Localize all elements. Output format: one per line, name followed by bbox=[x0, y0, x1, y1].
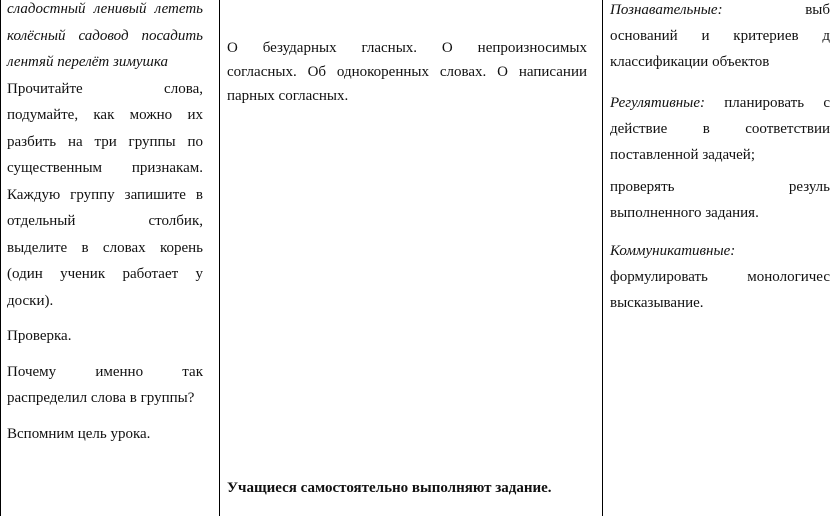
student-task-note: Учащиеся самостоятельно выполняют задание. bbox=[227, 480, 552, 496]
instruction-line: доски). bbox=[7, 292, 54, 309]
topic-line: О безударных гласных. О непроизносимых bbox=[227, 40, 587, 56]
word-list bbox=[7, 0, 203, 76]
instruction-line: выделите в словах корень bbox=[7, 239, 203, 256]
cognitive-line bbox=[610, 0, 830, 23]
cognitive-cut: выб bbox=[805, 2, 830, 18]
topic-line: согласных. Об однокоренных словах. О написании bbox=[227, 64, 587, 80]
question-line: распределил слова в группы? bbox=[7, 390, 195, 406]
instruction-line: (один ученик работает у bbox=[7, 266, 203, 282]
communicative-label: Коммуникативные: bbox=[610, 243, 736, 259]
check-text: Проверка. bbox=[7, 328, 72, 344]
table-cell-skills bbox=[610, 0, 830, 516]
cognitive-label: Познавательные: bbox=[610, 2, 723, 18]
topic-line: парных согласных. bbox=[227, 88, 349, 104]
table-border-left bbox=[0, 0, 1, 516]
question-line: Почему именно так bbox=[7, 363, 203, 380]
regulative-label: Регулятивные: bbox=[610, 95, 705, 111]
word-line: колёсный садовод посадить bbox=[7, 27, 203, 44]
table-border-col1 bbox=[219, 0, 220, 516]
cognitive-line: оснований и критериев д bbox=[610, 28, 830, 44]
regulative-cut: планировать с bbox=[724, 95, 830, 111]
instruction-line: разбить на три группы по bbox=[7, 133, 203, 150]
goal-text: Вспомним цель урока. bbox=[7, 425, 151, 442]
instruction-line: подумайте, как можно их bbox=[7, 107, 203, 123]
table-cell-content bbox=[227, 0, 587, 516]
instruction-paragraph bbox=[7, 76, 203, 315]
instruction-line: Каждую группу запишите в bbox=[7, 186, 203, 203]
check-skill-block bbox=[610, 174, 830, 226]
communicative-line: высказывание. bbox=[610, 295, 704, 311]
regulative-block bbox=[610, 90, 830, 168]
cognitive-block bbox=[610, 0, 830, 75]
instruction-line: Прочитайте слова, bbox=[7, 80, 203, 97]
word-line: сладостный ленивый лететь bbox=[7, 1, 203, 17]
communicative-line: формулировать монологичес bbox=[610, 269, 830, 285]
topic-paragraph bbox=[227, 36, 587, 108]
regulative-line: поставленной задачей; bbox=[610, 147, 755, 163]
instruction-line: отдельный столбик, bbox=[7, 213, 203, 229]
word-line: лентяй перелёт зимушка bbox=[7, 54, 169, 70]
check-skill-line: выполненного задания. bbox=[610, 205, 759, 221]
regulative-line bbox=[610, 90, 830, 116]
table-cell-activities bbox=[7, 0, 203, 516]
instruction-line: существенным признакам. bbox=[7, 160, 203, 176]
communicative-block bbox=[610, 238, 830, 316]
regulative-line: действие в соответствии bbox=[610, 121, 830, 137]
table-border-col2 bbox=[602, 0, 603, 516]
cognitive-line: классификации объектов bbox=[610, 54, 770, 70]
question-paragraph bbox=[7, 359, 203, 412]
check-skill-line: проверять резуль bbox=[610, 179, 830, 195]
